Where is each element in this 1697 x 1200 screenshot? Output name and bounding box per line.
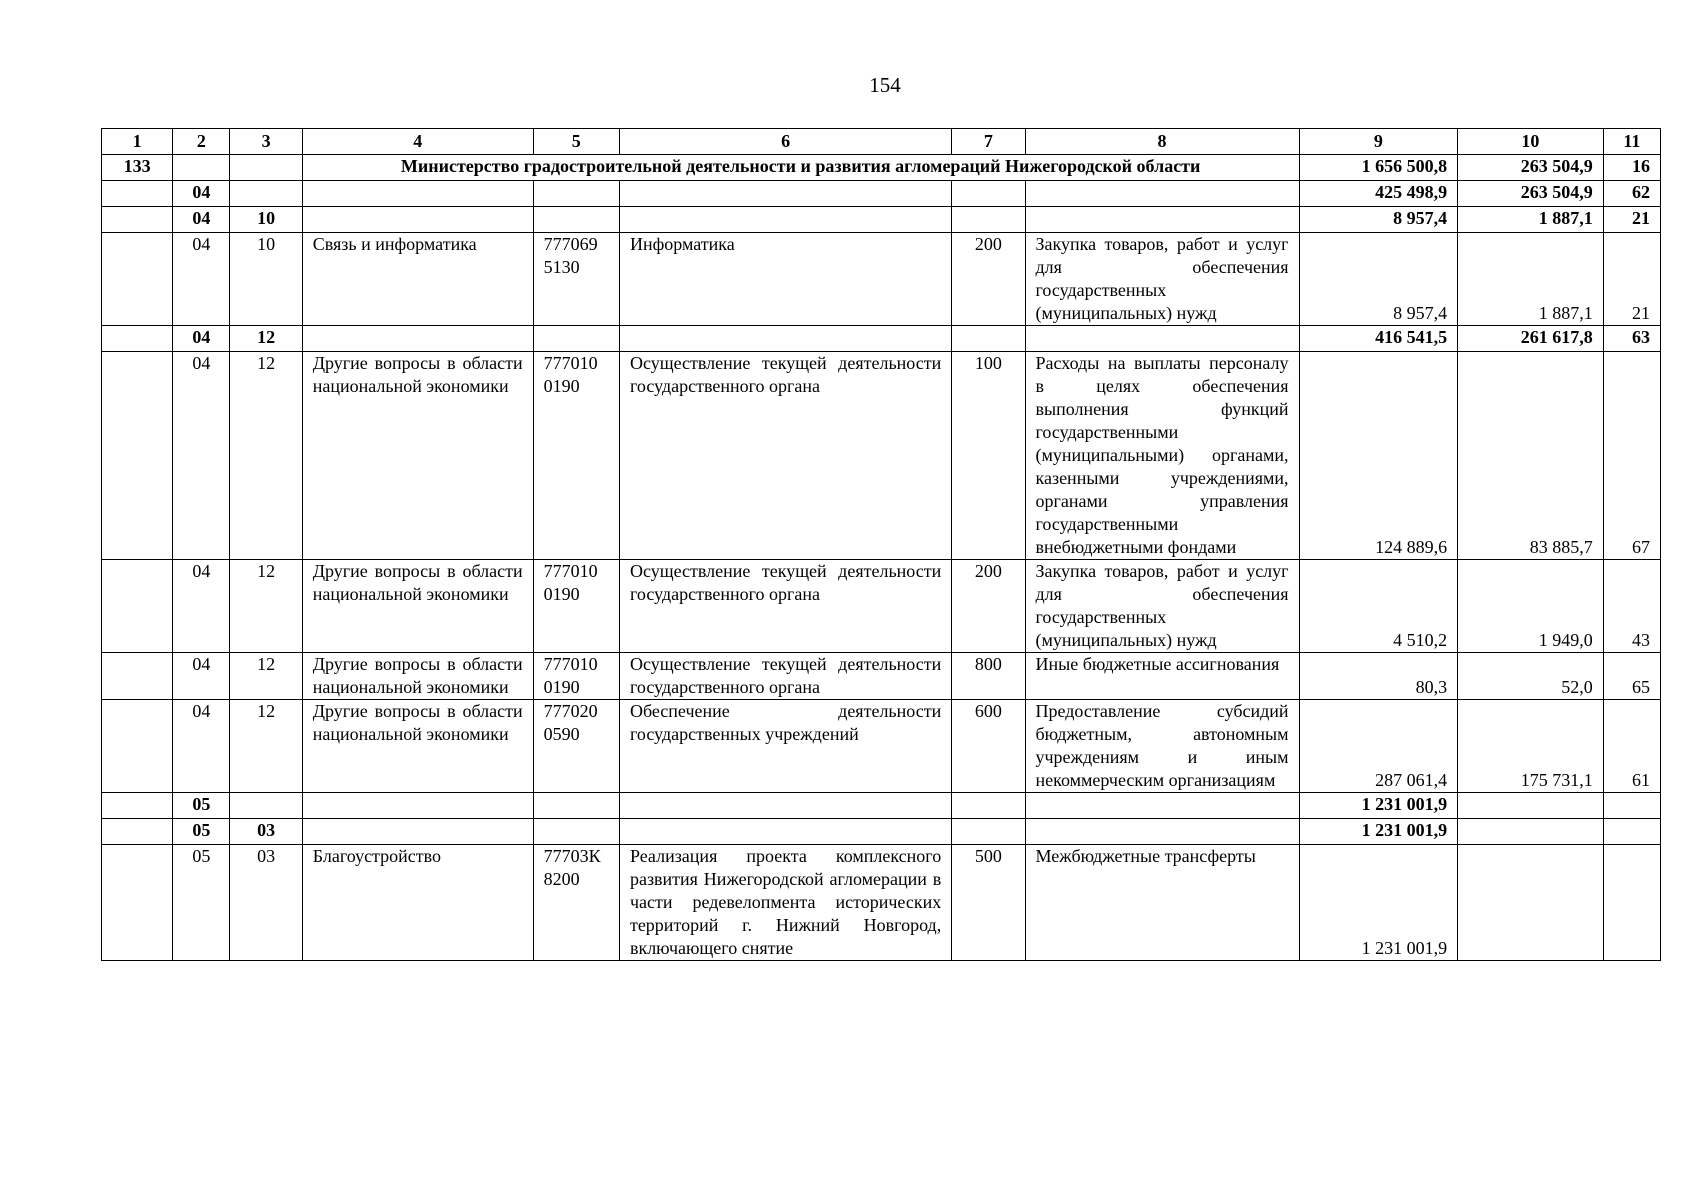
vr-name-cell: Иные бюджетные ассигнования (1025, 653, 1299, 700)
column-header-4: 4 (302, 129, 533, 155)
col10-cell: 83 885,7 (1458, 352, 1604, 560)
col11-cell: 65 (1603, 653, 1660, 700)
column-header-10: 10 (1458, 129, 1604, 155)
razdel-cell: 04 (173, 560, 230, 653)
col9-cell: 416 541,5 (1299, 326, 1458, 352)
page-number: 154 (869, 73, 901, 97)
podrazdel-cell: 12 (230, 653, 302, 700)
razdel-cell: 04 (173, 352, 230, 560)
ministry-title: Министерство градостроительной деятельности и развития агломераций Нижегородской области (302, 155, 1299, 181)
table-row (102, 233, 1661, 326)
col9-cell: 287 061,4 (1299, 700, 1458, 793)
col11-cell: 67 (1603, 352, 1660, 560)
podrazdel-cell: 10 (230, 207, 302, 233)
ministry-row (102, 155, 1661, 181)
col9-cell: 4 510,2 (1299, 560, 1458, 653)
col9-cell: 1 231 001,9 (1299, 819, 1458, 845)
column-header-6: 6 (619, 129, 951, 155)
column-header-5: 5 (533, 129, 619, 155)
col11-cell: 43 (1603, 560, 1660, 653)
column-header-11: 11 (1603, 129, 1660, 155)
podrazdel-cell: 12 (230, 326, 302, 352)
col9-cell: 425 498,9 (1299, 181, 1458, 207)
col9-cell: 8 957,4 (1299, 233, 1458, 326)
col10-cell: 261 617,8 (1458, 326, 1604, 352)
razdel-cell: 05 (173, 793, 230, 819)
program-cell: Обеспечение деятельности государственных учреждений (619, 700, 951, 793)
column-header-2: 2 (173, 129, 230, 155)
table-row (102, 700, 1661, 793)
vr-name-cell: Межбюджетные трансферты (1025, 845, 1299, 961)
col11-cell: 61 (1603, 700, 1660, 793)
column-header-1: 1 (102, 129, 173, 155)
razdel-cell: 04 (173, 700, 230, 793)
vr-cell: 800 (952, 653, 1025, 700)
podrazdel-cell: 12 (230, 352, 302, 560)
ministry-col10: 263 504,9 (1458, 155, 1604, 181)
razdel-cell: 04 (173, 207, 230, 233)
section-row (102, 793, 1661, 819)
column-header-9: 9 (1299, 129, 1458, 155)
ministry-col9: 1 656 500,8 (1299, 155, 1458, 181)
col10-cell: 263 504,9 (1458, 181, 1604, 207)
col10-cell: 175 731,1 (1458, 700, 1604, 793)
podrazdel-cell: 12 (230, 700, 302, 793)
col9-cell: 8 957,4 (1299, 207, 1458, 233)
csr-cell: 777010 0190 (533, 352, 619, 560)
csr-cell: 777010 0190 (533, 560, 619, 653)
col10-cell: 1 887,1 (1458, 233, 1604, 326)
csr-cell: 777020 0590 (533, 700, 619, 793)
vr-cell: 200 (952, 233, 1025, 326)
table-row (102, 352, 1661, 560)
vr-cell: 500 (952, 845, 1025, 961)
col9-cell: 80,3 (1299, 653, 1458, 700)
vr-cell: 600 (952, 700, 1025, 793)
podrazdel-cell: 03 (230, 845, 302, 961)
table-row (102, 845, 1661, 961)
col11-cell: 62 (1603, 181, 1660, 207)
name-cell: Другие вопросы в области национальной экономики (302, 560, 533, 653)
vr-name-cell: Закупка товаров, работ и услуг для обеспечения государственных (муниципальных) нужд (1025, 560, 1299, 653)
subsection-row (102, 326, 1661, 352)
podrazdel-cell: 10 (230, 233, 302, 326)
razdel-cell: 04 (173, 233, 230, 326)
col11-cell: 21 (1603, 207, 1660, 233)
ministry-col11: 16 (1603, 155, 1660, 181)
subsection-row (102, 207, 1661, 233)
name-cell: Другие вопросы в области национальной экономики (302, 700, 533, 793)
podrazdel-cell: 12 (230, 560, 302, 653)
column-header-8: 8 (1025, 129, 1299, 155)
csr-cell: 77703К 8200 (533, 845, 619, 961)
razdel-cell: 05 (173, 819, 230, 845)
razdel-cell: 05 (173, 845, 230, 961)
name-cell: Другие вопросы в области национальной экономики (302, 653, 533, 700)
vr-cell: 200 (952, 560, 1025, 653)
vr-name-cell: Закупка товаров, работ и услуг для обеспечения государственных (муниципальных) нужд (1025, 233, 1299, 326)
col11-cell: 63 (1603, 326, 1660, 352)
name-cell: Связь и информатика (302, 233, 533, 326)
col11-cell: 21 (1603, 233, 1660, 326)
col9-cell: 1 231 001,9 (1299, 793, 1458, 819)
program-cell: Реализация проекта комплексного развития Нижегородской агломерации в части редевелопмента исторических территорий г. Нижний Новгород, включающего снятие (619, 845, 951, 961)
razdel-cell: 04 (173, 653, 230, 700)
razdel-cell: 04 (173, 181, 230, 207)
program-cell: Осуществление текущей деятельности государственного органа (619, 653, 951, 700)
table-row (102, 653, 1661, 700)
col10-cell: 1 949,0 (1458, 560, 1604, 653)
table-row (102, 560, 1661, 653)
budget-table (101, 128, 1661, 961)
program-cell: Осуществление текущей деятельности государственного органа (619, 560, 951, 653)
name-cell: Другие вопросы в области национальной экономики (302, 352, 533, 560)
col10-cell: 52,0 (1458, 653, 1604, 700)
column-header-7: 7 (952, 129, 1025, 155)
razdel-cell: 04 (173, 326, 230, 352)
vr-name-cell: Расходы на выплаты персоналу в целях обеспечения выполнения функций государственными (муниципальными) органами, казенными учреждениями, органами управления государственными внебюджетными фондами (1025, 352, 1299, 560)
csr-cell: 777069 5130 (533, 233, 619, 326)
column-header-3: 3 (230, 129, 302, 155)
section-row (102, 181, 1661, 207)
program-cell: Информатика (619, 233, 951, 326)
col10-cell: 1 887,1 (1458, 207, 1604, 233)
ministry-code: 133 (102, 155, 173, 181)
podrazdel-cell: 03 (230, 819, 302, 845)
program-cell: Осуществление текущей деятельности государственного органа (619, 352, 951, 560)
csr-cell: 777010 0190 (533, 653, 619, 700)
vr-name-cell: Предоставление субсидий бюджетным, автономным учреждениям и иным некоммерческим организациям (1025, 700, 1299, 793)
vr-cell: 100 (952, 352, 1025, 560)
col9-cell: 124 889,6 (1299, 352, 1458, 560)
subsection-row (102, 819, 1661, 845)
column-number-row (102, 129, 1661, 155)
col9-cell: 1 231 001,9 (1299, 845, 1458, 961)
name-cell: Благоустройство (302, 845, 533, 961)
